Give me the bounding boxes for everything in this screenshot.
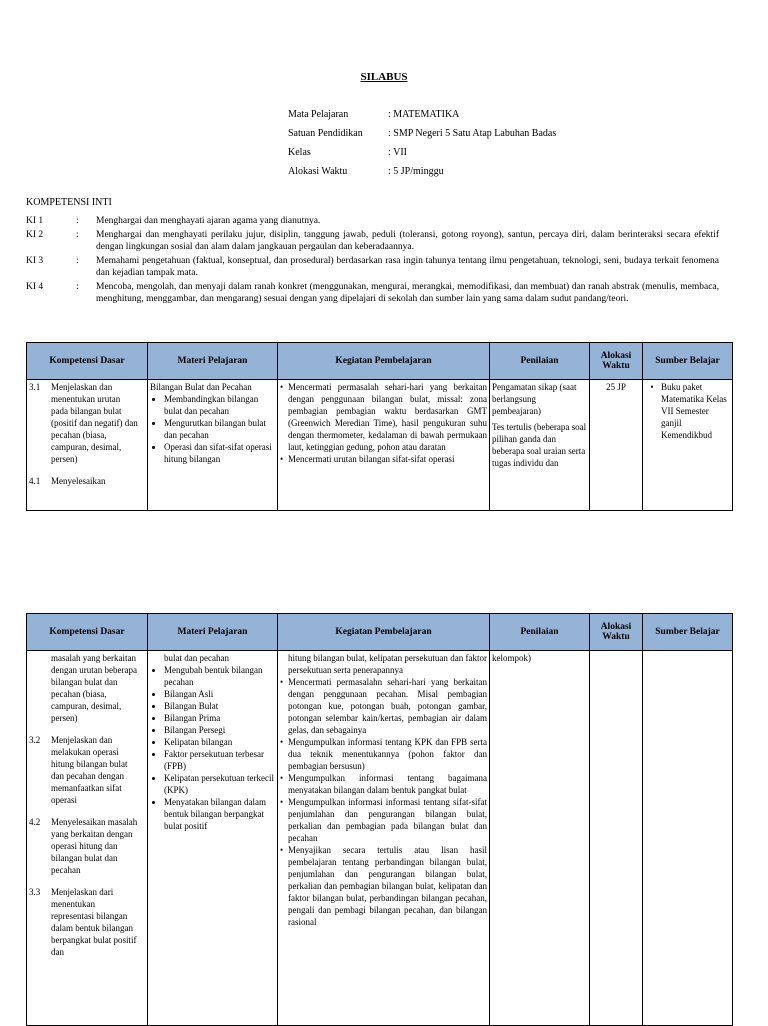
materi-list <box>150 393 275 465</box>
meta-row-school <box>288 127 556 146</box>
table-row <box>27 380 733 511</box>
list-item: • Mengurutkan bilangan bulat dan pecahan <box>164 417 275 441</box>
list-item: • Bilangan Asli <box>164 688 275 700</box>
list-item: • Mengubah bentuk bilangan pecahan <box>164 664 275 688</box>
list-item <box>645 381 730 441</box>
sumber-text: Buku paket Matematika Kelas VII Semester ganjil Kemendikbud <box>661 382 727 440</box>
kd-number: 4.2 <box>29 817 41 827</box>
meta-value: : 5 JP/minggu <box>388 166 444 177</box>
ki-colon: : <box>76 229 79 240</box>
meta-value: : MATEMATIKA <box>388 109 460 120</box>
kd-text: Menyelesaikan <box>51 476 106 486</box>
ki-colon: : <box>76 216 79 226</box>
bullet-icon: • <box>280 845 284 855</box>
penilaian-cell <box>490 651 590 1026</box>
ki-text: Menghargai dan menghayati perilaku jujur, disiplin, tanggung jawab, peduli (toleransi, gotong royong), santun, percaya diri, dalam berinteraksi secara efektif dengan lingkungan sosial dan alam dalam jangkauan pergaulan dan keberadaannya. <box>96 229 719 252</box>
header-materi: Materi Pelajaran <box>148 614 278 651</box>
meta-label: Alokasi Waktu <box>288 166 348 177</box>
ki-item <box>26 255 719 280</box>
alokasi-cell <box>590 651 643 1026</box>
alokasi-cell: 25 JP <box>590 380 643 511</box>
kegiatan-text: Mengumpulkan informasi tentang KPK dan FPB serta dua teknik menentukannya (pohon faktor dan pembagian bersusun) <box>288 737 487 771</box>
kd-number <box>29 652 51 724</box>
course-info <box>288 108 556 184</box>
list-item: • Operasi dan sifat-sifat operasi hitung bilangan <box>164 441 275 465</box>
kd-text: masalah yang berkaitan dengan urutan beberapa bilangan bulat dan pecahan (biasa, campuran, desimal, persen) <box>51 653 137 723</box>
kd-item <box>29 886 145 958</box>
kegiatan-continued: hitung bilangan bulat, kelipatan persekutuan dan faktor persekutuan serta penerapannya <box>288 653 487 675</box>
header-alokasi: Alokasi Waktu <box>590 343 643 380</box>
meta-label: Kelas <box>288 147 311 158</box>
ki-item <box>26 281 719 306</box>
bullet-icon: • <box>280 773 284 783</box>
meta-label: Mata Pelajaran <box>288 109 349 120</box>
materi-continued: bulat dan pecahan <box>164 653 229 663</box>
kd-item <box>29 381 145 465</box>
list-item: • Bilangan Prima <box>164 712 275 724</box>
ki-text: Memahami pengetahuan (faktual, konseptual, dan prosedural) berdasarkan rasa ingin tahunya tentang ilmu pengetahuan, teknologi, seni, budaya terkait fenomena dan kejadian tampak mata. <box>96 255 719 278</box>
ki-item <box>26 215 719 228</box>
table-row <box>27 651 733 1026</box>
kegiatan-text: Mencermati permasalahn sehari-hari yang berkaitan dengan penggunaan pecahan. Misal pembagian potongan kue, potongan buah, potongan gambar, potongan selembar kain/kertas, pembagian air dalam gelas, dan sebagainya <box>288 677 487 735</box>
list-item <box>280 772 487 796</box>
ki-code: KI 1 <box>26 216 44 226</box>
bullet-icon: • <box>650 382 654 392</box>
meta-row-subject <box>288 108 556 127</box>
header-materi: Materi Pelajaran <box>148 343 278 380</box>
table-header-row <box>27 614 733 651</box>
kegiatan-text: Mencermati urutan bilangan sifat-sifat operasi <box>288 454 455 464</box>
meta-value: : SMP Negeri 5 Satu Atap Labuhan Badas <box>388 128 557 139</box>
meta-row-class <box>288 146 556 165</box>
materi-list <box>150 664 275 832</box>
header-kegiatan: Kegiatan Pembelajaran <box>278 614 490 651</box>
header-penilaian: Penilaian <box>490 614 590 651</box>
list-item <box>280 381 487 453</box>
list-item <box>280 844 487 928</box>
kd-item <box>29 652 145 724</box>
list-item <box>280 736 487 772</box>
kegiatan-text: Mencermati permasalah sehari-hari yang berkaitan dengan penggunaan bilangan bulat, missal: zona pembagian pembagian waktu berdasarkan GMT (Greenwich Meredian Time), hasil pengukuran suhu dengan thermometer, kedalaman di bawah permukaan laut, ketinggian gedung, pohon atau daratan <box>288 382 487 452</box>
kegiatan-text: Mengumpulkan informasi informasi tentang sifat-sifat penjumlahan dan pengurangan bilangan bulat, perkalian dan pembagian pada bilangan bulat dan pecahan <box>288 797 487 843</box>
header-sumber: Sumber Belajar <box>643 614 733 651</box>
list-item <box>280 796 487 844</box>
kd-text: Menyelesaikan masalah yang berkaitan dengan operasi hitung dan bilangan bulat dan pecahan <box>51 817 138 875</box>
header-alokasi: Alokasi Waktu <box>590 614 643 651</box>
meta-label: Satuan Pendidikan <box>288 128 363 139</box>
bullet-icon: • <box>280 382 284 392</box>
list-item: • Menyatakan bilangan dalam bentuk bilangan berpangkat bulat positif <box>164 796 275 832</box>
sumber-cell <box>643 380 733 511</box>
document-title: SILABUS <box>360 71 408 83</box>
penilaian-text: kelompok) <box>492 653 531 663</box>
kd-cell <box>27 380 148 511</box>
kd-cell <box>27 651 148 1026</box>
kd-number: 3.3 <box>29 887 41 897</box>
list-item: • Bilangan Persegi <box>164 724 275 736</box>
bullet-icon: • <box>280 797 284 807</box>
ki-code: KI 4 <box>26 281 44 292</box>
syllabus-table-2 <box>26 613 733 1026</box>
list-item <box>280 453 487 465</box>
ki-list <box>26 215 719 307</box>
ki-heading: KOMPETENSI INTI <box>26 197 112 208</box>
kd-item <box>29 734 145 806</box>
ki-text: Mencoba, mengolah, dan menyaji dalam ranah konkret (menggunakan, mengurai, merangkai, memodifikasi, dan membuat) dan ranah abstrak (menulis, membaca, menghitung, menggambar, dan mengarang) sesuai dengan yang dipelajari di sekolah dan sumber lain yang sama dalam sudut pandang/teori. <box>96 281 719 304</box>
kd-text: Menjelaskan dari menentukan representasi bilangan dalam bentuk bilangan berpangkat bulat positif dan <box>51 887 137 957</box>
kd-number: 3.2 <box>29 735 41 745</box>
materi-topic: Bilangan Bulat dan Pecahan <box>150 382 252 392</box>
materi-cell <box>148 380 278 511</box>
kd-item <box>29 816 145 876</box>
penilaian-text: Pengamatan sikap (saat berlangsung pembeajaran) <box>492 382 577 416</box>
list-item: • Faktor persekutuan terbesar (FPB) <box>164 748 275 772</box>
ki-code: KI 2 <box>26 229 44 240</box>
list-item: • Kelipatan persekutuan terkecil (KPK) <box>164 772 275 796</box>
header-kegiatan: Kegiatan Pembelajaran <box>278 343 490 380</box>
kd-number: 4.1 <box>29 476 41 486</box>
meta-row-time <box>288 165 556 184</box>
header-penilaian: Penilaian <box>490 343 590 380</box>
header-sumber: Sumber Belajar <box>643 343 733 380</box>
kegiatan-text: Mengumpulkan informasi tentang bagaimana menyatakan bilangan dalam bentuk pangkat bulat <box>288 773 487 795</box>
bullet-icon: • <box>280 677 284 687</box>
ki-colon: : <box>76 281 79 292</box>
kd-item <box>29 475 145 487</box>
bullet-icon: • <box>280 737 284 747</box>
header-kompetensi-dasar: Kompetensi Dasar <box>27 343 148 380</box>
table-header-row <box>27 343 733 380</box>
ki-item <box>26 229 719 254</box>
penilaian-cell <box>490 380 590 511</box>
kegiatan-cell <box>278 651 490 1026</box>
header-kompetensi-dasar: Kompetensi Dasar <box>27 614 148 651</box>
kd-text: Menjelaskan dan melakukan operasi hitung bilangan bulat dan pecahan dengan memanfaatkan sifat operasi <box>51 735 128 805</box>
list-item: • Kelipatan bilangan <box>164 736 275 748</box>
penilaian-text: Tes tertulis (beberapa soal pilihan ganda dan beberapa soal uraian serta tugas individu dan <box>492 422 587 468</box>
syllabus-table-1 <box>26 342 733 511</box>
sumber-cell <box>643 651 733 1026</box>
ki-code: KI 3 <box>26 255 44 266</box>
materi-cell <box>148 651 278 1026</box>
meta-value: : VII <box>388 147 407 158</box>
kd-number: 3.1 <box>29 382 41 392</box>
list-item: • Membandingkan bilangan bulat dan pecahan <box>164 393 275 417</box>
list-item: • Bilangan Bulat <box>164 700 275 712</box>
ki-text: Menghargai dan menghayati ajaran agama yang dianutnya. <box>96 216 321 226</box>
kegiatan-text: Menyajikan secara tertulis atau lisan hasil pembelajaran tentang perbandingan bilangan bulat, penjumlahan dan pengurangan bilangan bulat, perkalian dan pembagian bilangan bulat, kelipatan dan faktor bilangan bulat, perbandingan bilangan pecahan, pengali dan pembagi bilangan pecahan, dan bilangan rasional <box>288 845 487 927</box>
kd-text: Menjelaskan dan menentukan urutan pada bilangan bulat (positif dan negatif) dan pecahan (biasa, campuran, desimal, persen) <box>51 382 138 464</box>
ki-colon: : <box>76 255 79 266</box>
kegiatan-cell <box>278 380 490 511</box>
list-item <box>280 676 487 736</box>
bullet-icon: • <box>280 454 284 464</box>
